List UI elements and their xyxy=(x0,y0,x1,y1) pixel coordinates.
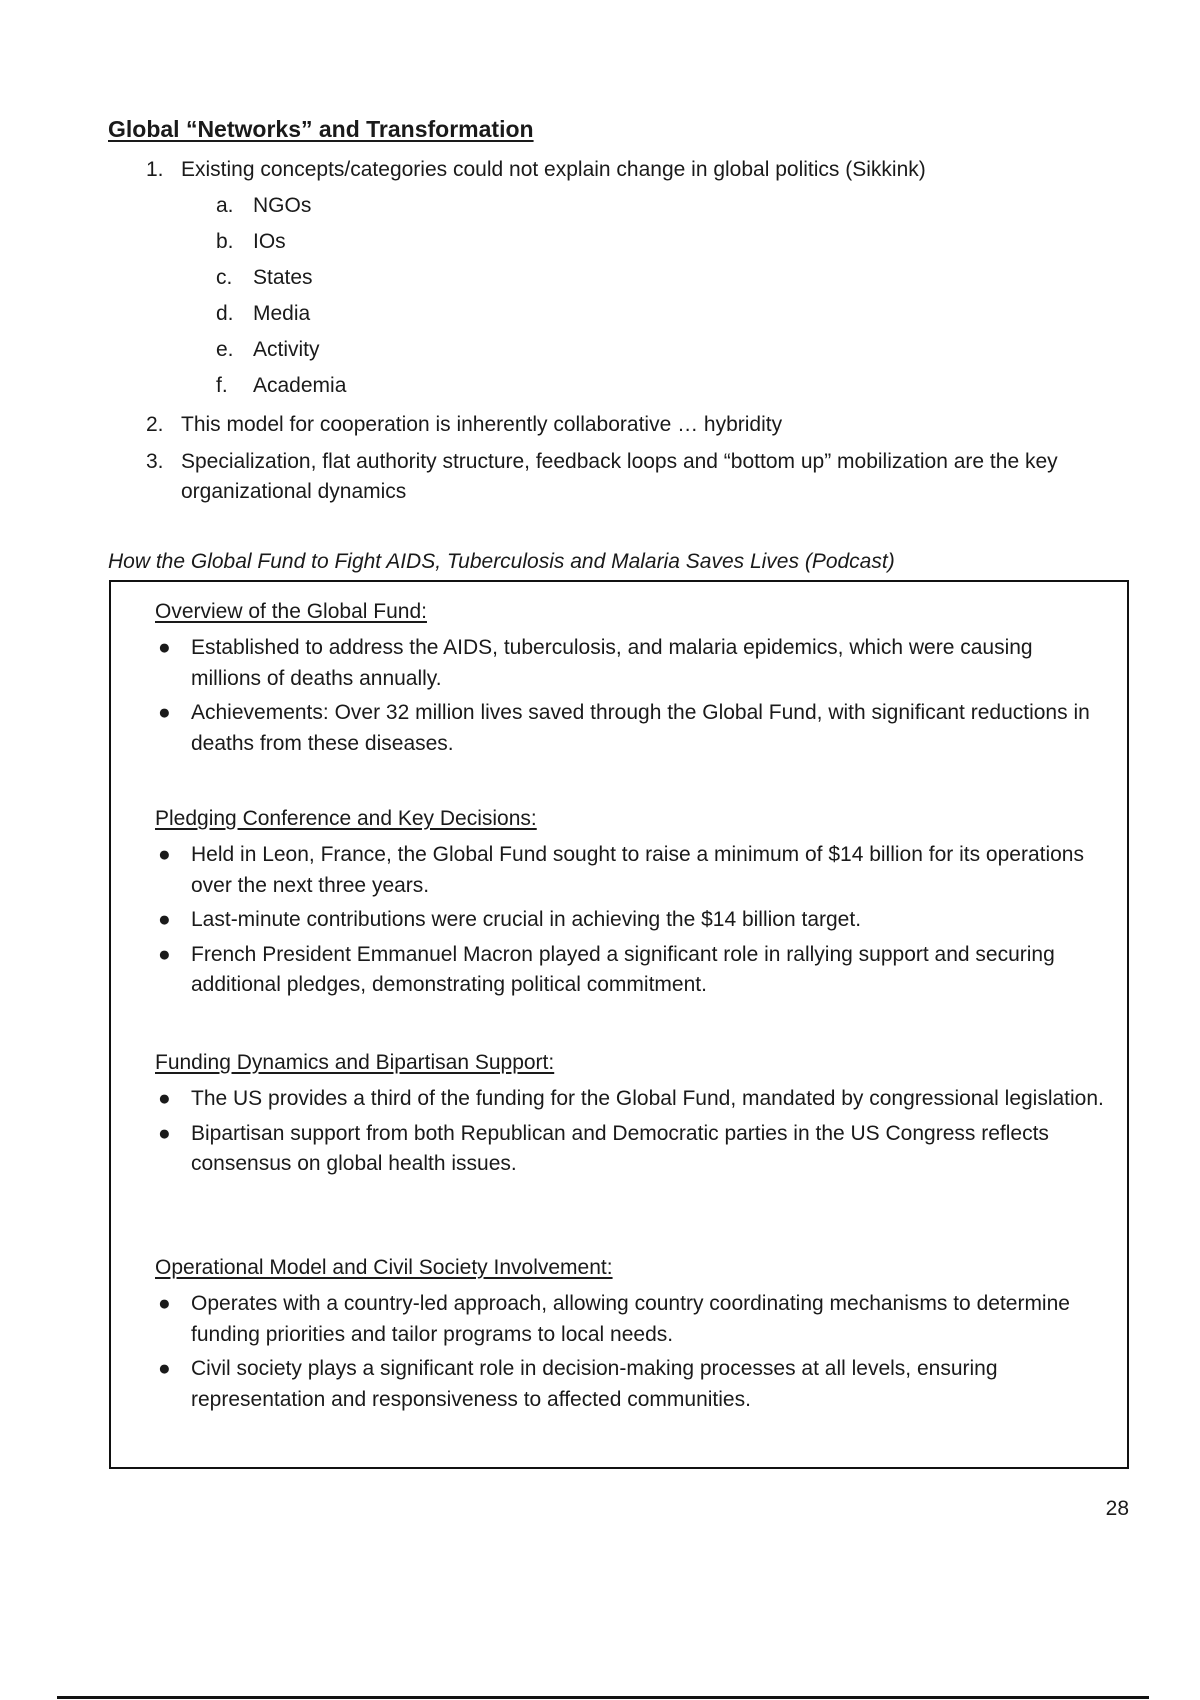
bullet-icon: ● xyxy=(158,942,171,966)
list-item xyxy=(155,1084,1105,1115)
sub-letter: c. xyxy=(216,266,233,289)
sub-item: Activity xyxy=(253,338,320,361)
list-item xyxy=(155,840,1105,901)
sub-letter: a. xyxy=(216,194,234,217)
list-item xyxy=(155,1354,1105,1415)
bullet-text: Held in Leon, France, the Global Fund sought to raise a minimum of $14 billion for its operations over the next three years. xyxy=(191,843,1084,897)
notes-section xyxy=(155,597,1105,763)
bullet-text: Bipartisan support from both Republican and Democratic parties in the US Congress reflects consensus on global health issues. xyxy=(191,1121,1049,1175)
outline-number: 3. xyxy=(146,450,164,473)
bullet-text: French President Emmanuel Macron played a significant role in rallying support and securing additional pledges, demonstrating political commitment. xyxy=(191,942,1055,996)
section-title: Overview of the Global Fund: xyxy=(155,600,427,623)
bullet-icon: ● xyxy=(158,1292,171,1315)
outline-item: Specialization, flat authority structure, feedback loops and “bottom up” mobilization are the key organizational dynamics xyxy=(181,450,1058,503)
notes-section xyxy=(155,1048,1105,1184)
bullet-icon: ● xyxy=(158,636,171,659)
outline-number: 1. xyxy=(146,158,164,181)
bullet-text: Operates with a country-led approach, allowing country coordinating mechanisms to determine funding priorities and tailor programs to local needs. xyxy=(191,1292,1070,1346)
sub-item: NGOs xyxy=(253,194,312,217)
section-heading: Global “Networks” and Transformation xyxy=(108,116,534,142)
sub-item: Media xyxy=(253,302,311,325)
notes-section xyxy=(155,1253,1105,1419)
bullet-icon: ● xyxy=(158,843,171,866)
outline-item: Existing concepts/categories could not explain change in global politics (Sikkink) xyxy=(181,158,926,181)
bullet-icon: ● xyxy=(158,1357,171,1380)
outline-number: 2. xyxy=(146,413,164,436)
bullet-text: Last-minute contributions were crucial in achieving the $14 billion target. xyxy=(191,908,862,931)
list-item xyxy=(155,633,1105,694)
page-number: 28 xyxy=(1105,1497,1129,1520)
section-title: Funding Dynamics and Bipartisan Support: xyxy=(155,1051,555,1074)
bullet-icon: ● xyxy=(158,701,171,724)
list-item xyxy=(155,698,1105,759)
list-item xyxy=(155,940,1105,1001)
section-title: Pledging Conference and Key Decisions: xyxy=(155,807,537,830)
podcast-caption: How the Global Fund to Fight AIDS, Tuberculosis and Malaria Saves Lives (Podcast) xyxy=(108,550,895,573)
section-title: Operational Model and Civil Society Involvement: xyxy=(155,1256,613,1279)
notes-section xyxy=(155,804,1105,1005)
bullet-text: Civil society plays a significant role in decision-making processes at all levels, ensuring representation and responsiveness to affected communities. xyxy=(191,1357,998,1411)
outline-item: This model for cooperation is inherently collaborative … hybridity xyxy=(181,413,783,436)
sub-item: States xyxy=(253,266,313,289)
bullet-icon: ● xyxy=(158,1121,171,1145)
list-item xyxy=(155,905,1105,936)
bullet-icon: ● xyxy=(158,908,171,931)
sub-letter: d. xyxy=(216,302,234,325)
bullet-icon: ● xyxy=(158,1087,171,1110)
bullet-text: Achievements: Over 32 million lives saved through the Global Fund, with significant reductions in deaths from these diseases. xyxy=(191,701,1090,755)
sub-letter: b. xyxy=(216,230,234,253)
bullet-text: Established to address the AIDS, tuberculosis, and malaria epidemics, which were causing millions of deaths annually. xyxy=(191,636,1033,690)
sub-letter: e. xyxy=(216,338,234,361)
sub-item: Academia xyxy=(253,374,347,397)
list-item xyxy=(155,1119,1105,1180)
sub-letter: f. xyxy=(216,374,228,397)
bullet-text: The US provides a third of the funding for the Global Fund, mandated by congressional legislation. xyxy=(191,1087,1104,1110)
sub-item: IOs xyxy=(253,230,286,253)
page-divider xyxy=(57,1696,1149,1699)
list-item xyxy=(155,1289,1105,1350)
